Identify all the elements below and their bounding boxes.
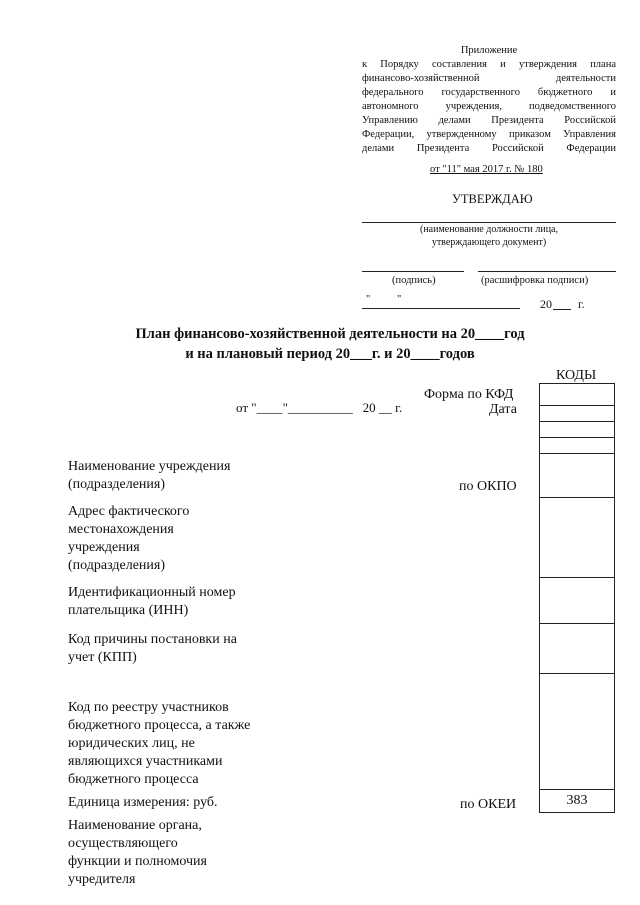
appendix-line: Федерации, утвержденному приказом Управления xyxy=(362,129,616,140)
position-caption-line: утверждающего документ) xyxy=(431,237,547,248)
field-registry-code: Код по реестру участников бюджетного процесса, а также юридических лиц, не являющихся участниками бюджетного процесса xyxy=(68,700,251,787)
codes-row-divider xyxy=(540,421,614,422)
decoding-caption: (расшифровка подписи) xyxy=(481,275,589,286)
appendix-block xyxy=(362,44,616,156)
form-label: Форма по КФД xyxy=(424,387,514,402)
date-quote-open: " xyxy=(366,294,371,305)
signature-line xyxy=(362,271,464,272)
okei-label: по ОКЕИ xyxy=(460,797,517,812)
date-line xyxy=(362,308,520,309)
okpo-label: по ОКПО xyxy=(459,479,517,494)
date-label: Дата xyxy=(489,402,517,417)
codes-table xyxy=(539,383,615,813)
date-year-suffix: г. xyxy=(578,297,585,311)
field-inn: Идентификационный номер плательщика (ИНН) xyxy=(68,585,236,618)
codes-row-divider xyxy=(540,497,614,498)
signature-caption: (подпись) xyxy=(392,275,436,286)
codes-row-divider xyxy=(540,789,614,790)
approve-title: УТВЕРЖДАЮ xyxy=(452,192,533,206)
codes-row-divider xyxy=(540,577,614,578)
document-date-line: от "____"__________ 20 __ г. xyxy=(236,400,403,415)
okei-code-value: 383 xyxy=(566,793,588,808)
date-year-line xyxy=(553,309,571,310)
plan-title-line-2: и на плановый период 20___г. и 20____годов xyxy=(185,346,475,362)
field-address: Адрес фактического местонахождения учреждения (подразделения) xyxy=(68,504,190,573)
appendix-line: федерального государственного бюджетного и xyxy=(362,87,616,98)
codes-row-divider xyxy=(540,673,614,674)
field-unit: Единица измерения: руб. xyxy=(68,795,218,810)
codes-row-divider xyxy=(540,437,614,438)
decoding-line xyxy=(478,271,616,272)
appendix-line: к Порядку составления и утверждения плана xyxy=(362,59,616,70)
date-quote-close: " xyxy=(397,294,402,305)
field-name: Наименование учреждения (подразделения) xyxy=(68,459,231,492)
position-caption-line: (наименование должности лица, xyxy=(419,224,558,235)
plan-title-line-1: План финансово-хозяйственной деятельности на 20____год xyxy=(135,326,525,342)
field-founder: Наименование органа, осуществляющего функции и полномочия учредителя xyxy=(68,818,207,887)
appendix-line: Управлению делами Президента Российской xyxy=(362,115,616,126)
codes-row-divider xyxy=(540,453,614,454)
appendix-line: делами Президента Российской Федерации xyxy=(362,143,616,154)
appendix-line: автономного учреждения, подведомственного xyxy=(362,101,616,112)
codes-header: КОДЫ xyxy=(556,368,597,383)
field-kpp: Код причины постановки на учет (КПП) xyxy=(68,632,237,665)
codes-row-divider xyxy=(540,623,614,624)
appendix-title: Приложение xyxy=(460,45,518,56)
plan-title xyxy=(100,324,560,364)
order-reference: от "11" мая 2017 г. № 180 xyxy=(430,164,543,175)
appendix-line: финансово-хозяйственной деятельности xyxy=(362,73,616,84)
position-caption xyxy=(362,223,616,249)
codes-row-divider xyxy=(540,405,614,406)
date-year: 20 xyxy=(540,297,552,311)
